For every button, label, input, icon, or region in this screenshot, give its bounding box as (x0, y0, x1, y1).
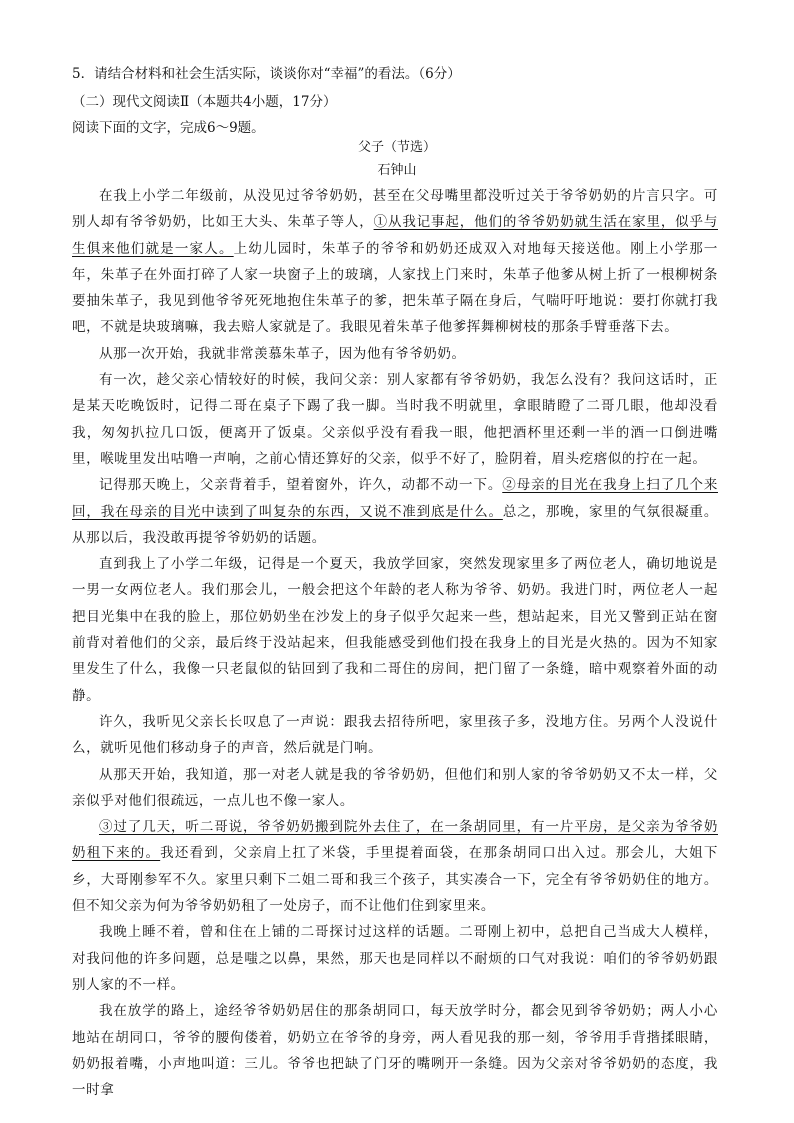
paragraph: 从那天开始，我知道，那一对老人就是我的爷爷奶奶，但他们和别人家的爷爷奶奶又不太一样，父亲似乎对他们很疏远，一点儿也不像一家人。 (72, 766, 718, 809)
paragraph: 记得那天晚上，父亲背着手，望着窗外，许久，动都不动一下。②母亲的目光在我身上扫了几个来回，我在母亲的目光中读到了叫复杂的东西，又说不准到底是什么。总之，那晚，家里的气氛很凝重。从那以后，我没敢再提爷爷奶奶的话题。 (72, 477, 719, 546)
paragraph: 从那一次开始，我就非常羡慕朱革子，因为他有爷爷奶奶。 (99, 345, 466, 362)
marked-sentence-1: ①从我记事起，他们的爷爷奶奶就生活在家里，似乎与生俱来他们就是一家人。 (72, 214, 718, 257)
article-author: 石钟山 (377, 163, 417, 178)
paragraph: 许久，我听见父亲长长叹息了一声说：跟我去招待所吧，家里孩子多，没地方住。另两个人没说什么，就听见他们移动身子的声音，然后就是门响。 (72, 713, 718, 757)
paragraph: 在我上小学二年级前，从没见过爷爷奶奶，甚至在父母嘴里都没听过关于爷爷奶奶的片言只字。可别人却有爷爷奶奶，比如王大头、朱革子等人，①从我记事起，他们的爷爷奶奶就生活在家里，似乎与生俱来他们就是一家人。上幼儿园时，朱革子的爷爷和奶奶还成双入对地每天接送他。刚上小学那一年，朱革子在外面打碎了人家一块窗子上的玻璃，人家找上门来时，朱革子他爹从树上折了一根柳树条要抽朱革子，我见到他爷爷死死地抱住朱革子的爹，把朱革子隔在身后，气喘吁吁地说：要打你就打我吧，不就是块玻璃嘛，我去赔人家就是了。我眼见着朱革子他爹挥舞柳树枝的那条手臂垂落下去。 (72, 188, 718, 336)
paragraph: 有一次，趁父亲心情较好的时候，我问父亲：别人家都有爷爷奶奶，我怎么没有？我问这话时，正是某天吃晚饭时，记得二哥在桌子下踢了我一脚。当时我不明就里，拿眼睛瞪了二哥几眼，他却没看我，匆匆扒拉几口饭，便离开了饭桌。父亲似乎没有看我一眼，他把酒杯里还剩一半的酒一口倒进嘴里，喉咙里发出咕噜一声响，之前心情还算好的父亲，似乎不好了，脸阴着，眉头疙瘩似的拧在一起。 (72, 372, 718, 467)
section-heading: （二）现代文阅读Ⅱ（本题共4小题，17分） (72, 94, 337, 110)
marked-sentence-3: ③过了几天，听二哥说，爷爷奶奶搬到院外去住了，在一条胡同里，有一片平房，是父亲为爷爷奶奶租下来的。 (72, 819, 718, 862)
marked-sentence-2: ②母亲的目光在我身上扫了几个来回，我在母亲的目光中读到了叫复杂的东西，又说不准到底是什么。 (72, 477, 718, 520)
article-title: 父子（节选） (357, 140, 436, 155)
article-body (72, 183, 718, 1103)
reading-instruction: 阅读下面的文字，完成6～9题。 (72, 120, 265, 136)
paragraph: 直到我上了小学二年级，记得是一个夏天，我放学回家，突然发现家里多了两位老人，确切地说是一男一女两位老人。我们那会儿，一般会把这个年龄的老人称为爷爷、奶奶。我进门时，两位老人一起把目光集中在我的脸上，那位奶奶坐在沙发上的身子似乎欠起来一些，想站起来，目光又警到正站在窗前背对着他们的父亲，最后终于没站起来，但我能感受到他们投在我身上的目光是火热的。因为不知家里发生了什么，我像一只老鼠似的钻回到了我和二哥住的房间，把门留了一条缝，暗中观察着外面的动静。 (72, 556, 718, 704)
paragraph: ③过了几天，听二哥说，爷爷奶奶搬到院外去住了，在一条胡同里，有一片平房，是父亲为爷爷奶奶租下来的。我还看到，父亲肩上扛了米袋，手里提着面袋，在那条胡同口出入过。那会儿，大姐下乡，大哥刚参军不久。家里只剩下二姐二哥和我三个孩子，其实凑合一下，完全有爷爷奶奶住的地方。但不知父亲为何为爷爷奶奶租了一处房子，而不让他们住到家里来。 (72, 819, 718, 915)
question-5: 5．请结合材料和社会生活实际，谈谈你对“幸福”的看法。（6分） (72, 66, 461, 82)
paragraph: 我晚上睡不着，曾和住在上铺的二哥探讨过这样的话题。二哥刚上初中，总把自己当成大人模样，对我问他的许多问题，总是嗤之以鼻，果然，那天也是同样以不耐烦的口气对我说：咱们的爷爷奶奶跟别人家的不一样。 (72, 924, 718, 993)
paragraph: 我在放学的路上，途经爷爷奶奶居住的那条胡同口，每天放学时分，都会见到爷爷奶奶；两人小心地站在胡同口，爷爷的腰佝偻着，奶奶立在爷爷的身旁，两人看见我的那一刻，爷爷用手背揩揉眼睛，奶奶报着嘴，小声地叫道：三儿。爷爷也把缺了门牙的嘴咧开一条缝。因为父亲对爷爷奶奶的态度，我一时拿 (72, 1003, 718, 1099)
